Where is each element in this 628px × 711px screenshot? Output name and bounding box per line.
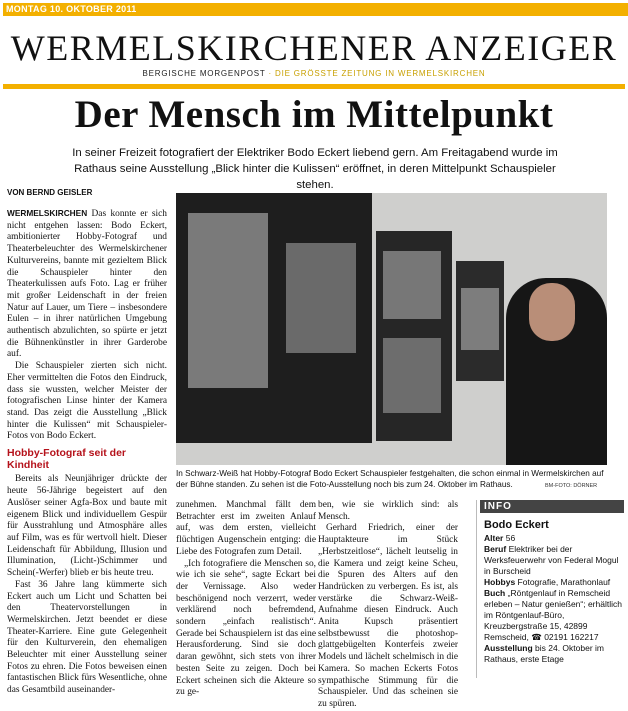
subline-left: BERGISCHE MORGENPOST — [142, 69, 266, 78]
paragraph: Fast 36 Jahre lang kümmerte sich Eckert auch um Licht und Schatten bei den Theatervorstellungen in Wermelskirchen. Jetzt beendet er diese Theater-Karriere. Eine gute Gelegenheit für den Kulturverein, den ehemaligen Beleuchter mit einer Ausstellung seiner Fotos zu ehren. Die Fotos beweisen einen fantastischen Blick fürs Wesentliche, ohne das Gesamtbild auseinander- — [7, 579, 167, 696]
portrait-man — [188, 213, 268, 388]
column-divider — [476, 500, 477, 678]
column-1 — [7, 208, 167, 697]
paragraph: ben, wie sie wirklich sind: als Mensch. — [318, 500, 458, 522]
byline: VON BERND GEISLER — [7, 188, 93, 197]
photo-caption: In Schwarz-Weiß hat Hobby-Fotograf Bodo Eckert Schauspieler festgehalten, die schon einmal in Wermelskirchen auf der Bühne standen. Zu sehen ist die Foto-Ausstellung noch bis zum 24. Oktober im Rathaus. — [176, 469, 604, 489]
masthead-subline — [0, 69, 628, 78]
portrait-small — [461, 288, 499, 350]
info-header: INFO — [480, 500, 624, 513]
paragraph: „Ich fotografiere die Menschen so, wie ich sie sehe“, sagte Eckart bei der Vernissage. Also weder beschönigend noch verzerrt, weder verklärend noch befremdend, sondern „einfach realistisch“. Gerade bei Schauspielern ist das eine Herausforderung. Sind sie doch daran gewöhnt, sich stets von ihrer besten Seite zu zeigen. Doch bei Eckert scheinen sich die Akteure so zu ge- — [176, 558, 316, 698]
info-box — [480, 500, 624, 665]
column-3 — [318, 500, 458, 711]
photographer-face — [529, 283, 575, 341]
subheading: Hobby-Fotograf seit der Kindheit — [7, 447, 127, 471]
header-rule — [3, 84, 625, 89]
paragraph: Die Schauspieler zierten sich nicht. Eher vermittelten die Fotos den Eindruck, dass sie wussten, welcher Meister der fotografischen Linse hinter der Kamera stand. Das zeigt die Ausstellung „Blick hinter die Kulissen“ mit Schauspieler-Fotos von Bodo Eckert. — [7, 361, 167, 442]
portrait-small — [383, 251, 441, 319]
photo-credit: BM-FOTO: DÖRNER — [545, 483, 598, 489]
info-beruf: Beruf Elektriker bei der Werksfeuerwehr von Federal Mogul in Burscheid — [484, 544, 619, 576]
portrait-woman — [286, 243, 356, 353]
paragraph: Bereits als Neunjähriger drückte der heute 56-Jährige begeistert auf den Auslöser seiner Agfa-Box und baute mit eigenem Blick und individuellem Gespür für Ausstrahlung und Atmosphäre alles auf Film, was es für wertvoll hielt. Dieser Leidenschaft für Abbildung, Illusion und Illumination, (Licht-)Schimmer und Schein(-Werfer) blieb er bis heute treu. — [7, 474, 167, 579]
dek: In seiner Freizeit fotografiert der Elektriker Bodo Eckert liebend gern. Am Freitagabend wurde im Rathaus seine Ausstellung „Blick hinter die Kulissen“ eröffnet, in deren Mittelpunkt Schauspieler stehen. — [72, 147, 558, 191]
paragraph: Gerhard Friedrich, einer der Hauptakteure im Stück „Herbstzeitlose“, lächelt leutselig in die Kamera und zeigt keine Scheu, die Spuren des Alters auf den Handrücken zu verbergen. Es ist, als verstärke die Schwarz-Weiß-Aufnahme diesen Eindruck. Auch Anita Kupsch präsentiert selbstbewusst die photoshop-glattgebügelten Konterfeis zweier Models und lächelt schelmisch in die Kamera. So machen Eckerts Fotos sympathische Stimmung für die Schauspieler. Und das scheinen sie zu spüren. — [318, 523, 458, 709]
column-2 — [176, 500, 316, 699]
info-alter: Alter 56 — [484, 533, 516, 543]
exhibition-photo — [176, 193, 607, 465]
masthead: WERMELSKIRCHENER ANZEIGER — [10, 28, 618, 68]
date-bar: MONTAG 10. OKTOBER 2011 — [3, 3, 628, 16]
info-buch: Buch „Röntgenlauf in Remscheid erleben – Natur genießen“; erhältlich im Röntgenlauf-Büro, Kreuzbergstraße 15, 42899 Remscheid, ☎ 02191 162217 — [484, 588, 622, 642]
info-name: Bodo Eckert — [484, 519, 549, 531]
info-hobbys: Hobbys Fotografie, Marathonlauf — [484, 577, 611, 587]
info-ausstellung: Ausstellung bis 24. Oktober im Rathaus, erste Etage — [484, 643, 605, 664]
paragraph — [7, 208, 167, 361]
paragraph: zunehmen. Manchmal fällt dem Betrachter erst im zweiten Anlauf auf, was dem ersten, vielleicht flüchtigen Augenschein entging: die Liebe des Fotografen zum Detail. — [176, 500, 316, 557]
paragraph-text: Das konnte er sich nicht entgehen lassen: Bodo Eckert, ambitionierter Hobby-Fotograf und Theaterbeleuchter des Wermelskirchener Kulturvereins, bannte mit gezieltem Blick die Schauspieler hinter den Theaterkulissen aufs Foto. Lag er früher mit großer Leidenschaft in der freien Natur auf Lauer, um Tiere – insbesondere Eulen – in ihrer natürlichen Umgebung authentisch abzulichten, so spürte er jetzt die Bühnenkünstler in ihrer Garderobe auf. — [7, 209, 167, 360]
portrait-small — [383, 338, 441, 413]
headline: Der Mensch im Mittelpunkt — [74, 93, 554, 136]
dateline: WERMELSKIRCHEN — [7, 208, 88, 218]
subline-right: · DIE GRÖSSTE ZEITUNG IN WERMELSKIRCHEN — [268, 69, 486, 78]
